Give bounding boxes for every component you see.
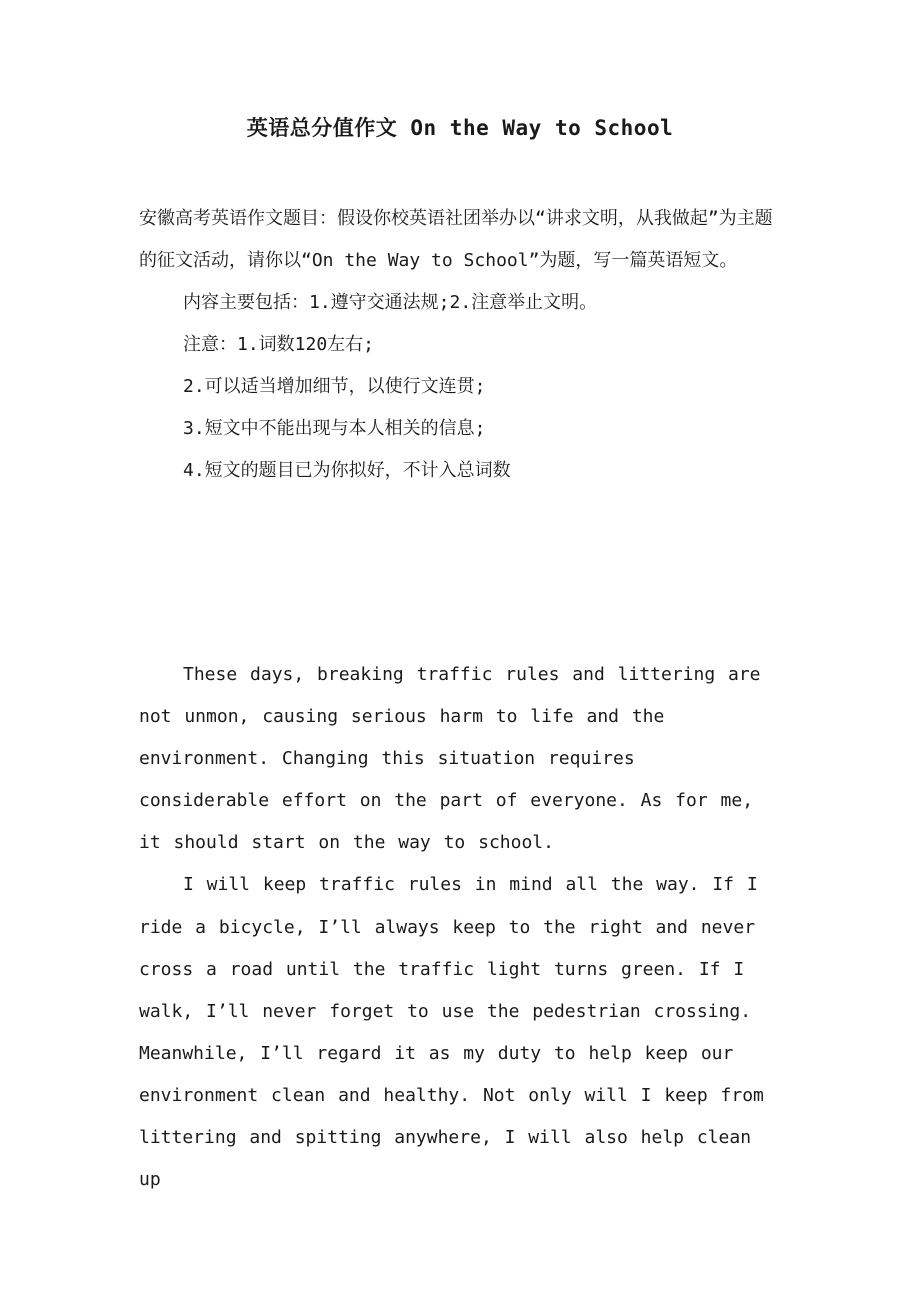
prompt-note: 4.短文的题目已为你拟好，不计入总词数 [183,460,511,481]
prompt-note: 2.可以适当增加细节，以使行文连贯; [183,376,486,397]
prompt-note: 注意：1.词数120左右; [183,334,375,355]
essay-paragraph: These days, breaking traffic rules and littering are not unmon, causing serious harm to life and the environment. Changing this situation requires considerable effort on the part of everyone. As for me, it should start on the way to school. [139,664,761,854]
prompt-intro: 安徽高考英语作文题目：假设你校英语社团举办以“讲求文明，从我做起”为主题的征文活动，请你以“On the Way to School”为题，写一篇英语短文。 [139,208,773,271]
prompt-section [139,198,774,492]
essay-body [139,654,774,1201]
document-title: 英语总分值作文 On the Way to School [246,116,674,140]
essay-paragraph: I will keep traffic rules in mind all the way. If I ride a bicycle, I’ll always keep to the right and never cross a road until the traffic light turns green. If I walk, I’ll never forget to use the pedestrian crossing. Meanwhile, I’ll regard it as my duty to help keep our environment clean and healthy. Not only will I keep from littering and spitting anywhere, I will also help clean up [139,874,764,1191]
prompt-content: 内容主要包括：1.遵守交通法规;2.注意举止文明。 [183,292,598,313]
prompt-note: 3.短文中不能出现与本人相关的信息; [183,418,486,439]
